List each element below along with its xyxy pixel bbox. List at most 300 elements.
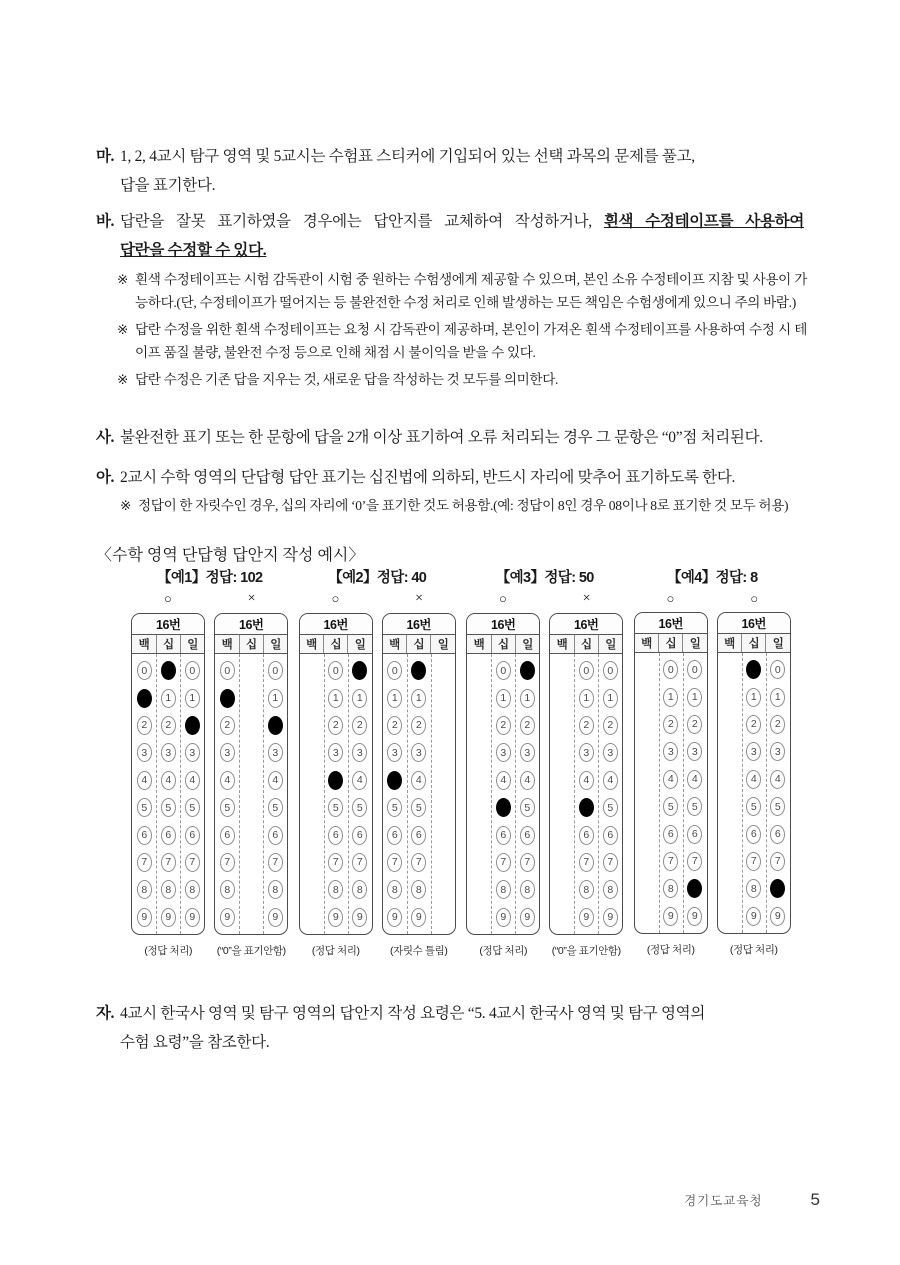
omr-bubble[interactable] [687, 879, 702, 898]
omr-bubble[interactable] [472, 880, 487, 899]
omr-bubble[interactable]: 8 [579, 880, 594, 899]
omr-bubble-row [300, 849, 372, 876]
omr-bubble[interactable]: 7 [352, 853, 367, 872]
omr-bubble[interactable]: 7 [185, 853, 200, 872]
omr-bubble[interactable]: 5 [185, 798, 200, 817]
omr-bubble[interactable] [472, 716, 487, 735]
omr-bubble[interactable]: 1 [328, 689, 343, 708]
omr-bubble[interactable] [244, 908, 259, 927]
omr-bubble-cell [156, 716, 180, 735]
omr-bubble[interactable]: 7 [663, 852, 678, 871]
omr-bubble-cell [407, 880, 431, 899]
omr-bubble[interactable]: 3 [496, 743, 511, 762]
omr-bubble[interactable]: 4 [161, 771, 176, 790]
omr-bubble[interactable]: 6 [352, 826, 367, 845]
omr-bubble[interactable]: 2 [352, 716, 367, 735]
omr-bubble[interactable]: 6 [663, 825, 678, 844]
omr-bubble[interactable]: 9 [520, 908, 535, 927]
omr-bubble[interactable] [304, 798, 319, 817]
omr-bubble[interactable]: 5 [411, 798, 426, 817]
omr-bubble[interactable] [472, 826, 487, 845]
omr-bubble[interactable]: 1 [161, 689, 176, 708]
omr-bubble[interactable]: 7 [161, 853, 176, 872]
omr-bubble[interactable]: 9 [185, 908, 200, 927]
omr-bubble[interactable] [722, 660, 737, 679]
omr-bubble[interactable]: 7 [603, 853, 618, 872]
omr-bubble[interactable]: 2 [687, 715, 702, 734]
omr-bubble[interactable]: 1 [352, 689, 367, 708]
omr-bubble[interactable]: 3 [603, 743, 618, 762]
omr-bubble[interactable] [304, 661, 319, 680]
omr-bubble-cell [515, 689, 539, 708]
omr-bubble[interactable]: 3 [411, 743, 426, 762]
omr-bubble[interactable] [435, 771, 450, 790]
omr-captions [294, 943, 462, 958]
omr-bubble[interactable]: 0 [603, 661, 618, 680]
omr-bubble-cell [491, 853, 515, 872]
omr-bubble[interactable]: 8 [137, 880, 152, 899]
omr-bubble[interactable] [304, 716, 319, 735]
omr-bubble-row [132, 767, 204, 794]
omr-bubble[interactable] [472, 908, 487, 927]
omr-bubble[interactable] [639, 825, 654, 844]
omr-bubble[interactable]: 0 [328, 661, 343, 680]
example-group-3 [461, 566, 629, 958]
omr-bubble-cell [550, 771, 574, 790]
omr-bubble[interactable] [472, 661, 487, 680]
omr-bubble[interactable] [244, 853, 259, 872]
omr-bubble[interactable]: 0 [268, 661, 283, 680]
omr-bubble[interactable]: 6 [328, 826, 343, 845]
omr-bubble[interactable]: 7 [387, 853, 402, 872]
omr-bubble[interactable]: 7 [411, 853, 426, 872]
omr-bubble[interactable]: 7 [220, 853, 235, 872]
omr-bubble[interactable]: 4 [268, 771, 283, 790]
omr-bubble[interactable] [639, 742, 654, 761]
omr-bubble[interactable] [555, 716, 570, 735]
omr-bubble-cell [132, 908, 156, 927]
omr-bubble[interactable]: 7 [770, 852, 785, 871]
omr-bubble[interactable]: 6 [770, 825, 785, 844]
omr-bubble[interactable] [268, 716, 283, 735]
omr-bubble[interactable]: 6 [746, 825, 761, 844]
omr-bubble[interactable] [722, 879, 737, 898]
omr-bubble[interactable]: 9 [663, 907, 678, 926]
omr-bubble[interactable]: 1 [579, 689, 594, 708]
omr-bubble[interactable] [555, 743, 570, 762]
omr-bubble[interactable] [722, 742, 737, 761]
omr-bubble[interactable] [746, 660, 761, 679]
omr-bubble[interactable]: 1 [520, 689, 535, 708]
omr-bubble[interactable]: 8 [161, 880, 176, 899]
omr-bubble[interactable]: 3 [579, 743, 594, 762]
omr-bubble[interactable]: 5 [220, 798, 235, 817]
omr-bubble-row [132, 657, 204, 684]
omr-bubble-cell [515, 798, 539, 817]
omr-bubble[interactable]: 8 [603, 880, 618, 899]
omr-bubble[interactable] [639, 879, 654, 898]
omr-bubble[interactable]: 1 [268, 689, 283, 708]
omr-bubble-cell [239, 771, 263, 790]
omr-bubble-cell [239, 743, 263, 762]
omr-bubble-row [635, 656, 707, 683]
omr-bubble[interactable]: 0 [185, 661, 200, 680]
omr-bubble-cell [683, 825, 707, 844]
omr-bubble-cell [215, 880, 239, 899]
omr-bubble[interactable]: 9 [687, 907, 702, 926]
omr-bubble[interactable]: 2 [603, 716, 618, 735]
omr-bubble-cell [718, 852, 742, 871]
omr-bubble[interactable]: 9 [770, 907, 785, 926]
omr-bubble[interactable] [555, 661, 570, 680]
omr-bubble[interactable]: 3 [746, 742, 761, 761]
omr-bubble[interactable] [579, 798, 594, 817]
omr-bubble-cell [239, 716, 263, 735]
omr-bubble[interactable]: 2 [220, 716, 235, 735]
omr-bubble[interactable]: 8 [352, 880, 367, 899]
omr-bubble[interactable]: 6 [603, 826, 618, 845]
omr-bubble[interactable]: 7 [746, 852, 761, 871]
omr-bubble[interactable] [639, 907, 654, 926]
omr-bubble[interactable]: 1 [663, 688, 678, 707]
clause-ah-note-text: 정답이 한 자릿수인 경우, 십의 자리에 ‘0’을 표기한 것도 허용함.(예: 정답이 8인 경우 08이나 8로 표기한 것 모두 허용) [138, 497, 789, 513]
omr-bubble-cell [766, 879, 790, 898]
omr-bubble[interactable]: 1 [387, 689, 402, 708]
example-label: 【예4】정답: 8 [666, 570, 758, 586]
omr-bubble-cell [718, 825, 742, 844]
omr-bubble-row [383, 657, 455, 684]
omr-bubble-cell [383, 689, 407, 708]
omr-bubble[interactable] [722, 715, 737, 734]
omr-bubble[interactable] [472, 771, 487, 790]
omr-bubble[interactable] [304, 689, 319, 708]
omr-bubble[interactable]: 5 [161, 798, 176, 817]
omr-bubble[interactable]: 4 [603, 771, 618, 790]
omr-bubble[interactable] [435, 689, 450, 708]
omr-bubble[interactable]: 1 [603, 689, 618, 708]
omr-bubble[interactable]: 7 [496, 853, 511, 872]
omr-bubble[interactable]: 5 [268, 798, 283, 817]
omr-bubble[interactable] [472, 689, 487, 708]
omr-bubble[interactable] [161, 661, 176, 680]
omr-bubble[interactable]: 9 [411, 908, 426, 927]
omr-bubble[interactable]: 2 [520, 716, 535, 735]
omr-bubble[interactable] [722, 825, 737, 844]
omr-bubble[interactable] [435, 853, 450, 872]
omr-bubble[interactable]: 3 [185, 743, 200, 762]
omr-bubble[interactable]: 4 [185, 771, 200, 790]
omr-bubble[interactable] [244, 743, 259, 762]
omr-bubble[interactable] [472, 853, 487, 872]
omr-bubble[interactable]: 5 [663, 797, 678, 816]
omr-bubble[interactable] [244, 771, 259, 790]
omr-bubble[interactable] [722, 907, 737, 926]
omr-bubble[interactable] [722, 770, 737, 789]
omr-bubble[interactable]: 8 [328, 880, 343, 899]
omr-bubble[interactable]: 6 [687, 825, 702, 844]
omr-bubble-cell [659, 879, 683, 898]
omr-bubble[interactable]: 2 [161, 716, 176, 735]
omr-bubble[interactable] [304, 880, 319, 899]
omr-bubble[interactable]: 3 [161, 743, 176, 762]
omr-bubble-cell [515, 771, 539, 790]
omr-bubble[interactable] [411, 661, 426, 680]
omr-bubble[interactable] [639, 715, 654, 734]
omr-bubble[interactable]: 3 [220, 743, 235, 762]
omr-bubble[interactable]: 5 [137, 798, 152, 817]
omr-bubble[interactable]: 3 [687, 742, 702, 761]
omr-bubble[interactable]: 5 [387, 798, 402, 817]
omr-bubble[interactable]: 7 [687, 852, 702, 871]
clause-ah-note-marker: ※ [120, 497, 132, 513]
omr-bubble[interactable] [244, 716, 259, 735]
omr-bubble[interactable] [137, 689, 152, 708]
omr-bubble[interactable]: 2 [770, 715, 785, 734]
omr-bubble[interactable]: 4 [579, 771, 594, 790]
omr-bubble[interactable]: 7 [520, 853, 535, 872]
omr-bubble[interactable]: 1 [746, 688, 761, 707]
omr-bubble[interactable]: 8 [746, 879, 761, 898]
omr-bubble[interactable]: 4 [746, 770, 761, 789]
omr-bubble-cell [766, 688, 790, 707]
omr-bubble[interactable] [304, 853, 319, 872]
omr-bubble[interactable]: 5 [352, 798, 367, 817]
omr-bubble[interactable]: 7 [328, 853, 343, 872]
omr-bubble[interactable]: 0 [137, 661, 152, 680]
omr-bubble-cell [766, 825, 790, 844]
omr-bubble[interactable]: 6 [579, 826, 594, 845]
omr-bubble[interactable]: 2 [663, 715, 678, 734]
omr-bubble[interactable]: 4 [137, 771, 152, 790]
omr-bubble[interactable] [639, 852, 654, 871]
omr-bubble[interactable]: 4 [496, 771, 511, 790]
omr-bubble[interactable]: 3 [663, 742, 678, 761]
omr-bubble[interactable]: 8 [663, 879, 678, 898]
omr-bubble-cell [324, 798, 348, 817]
omr-bubble[interactable] [555, 798, 570, 817]
omr-bubble[interactable] [520, 661, 535, 680]
omr-bubble[interactable]: 5 [328, 798, 343, 817]
omr-bubble-cell [300, 880, 324, 899]
omr-bubble[interactable]: 7 [268, 853, 283, 872]
omr-bubble[interactable] [387, 771, 402, 790]
omr-card [382, 613, 456, 935]
omr-bubble[interactable] [472, 798, 487, 817]
omr-bubble-cell [431, 880, 455, 899]
omr-bubble[interactable]: 9 [387, 908, 402, 927]
omr-bubble[interactable] [244, 798, 259, 817]
omr-bubble[interactable]: 3 [328, 743, 343, 762]
omr-bubble-cell [239, 661, 263, 680]
omr-bubble[interactable]: 4 [352, 771, 367, 790]
omr-bubble[interactable]: 9 [161, 908, 176, 927]
omr-bubble[interactable] [435, 743, 450, 762]
omr-bubble[interactable]: 4 [770, 770, 785, 789]
omr-bubble[interactable] [244, 689, 259, 708]
omr-bubble[interactable] [555, 826, 570, 845]
omr-bubble[interactable]: 2 [746, 715, 761, 734]
omr-bubble[interactable] [555, 771, 570, 790]
omr-bubble[interactable] [304, 743, 319, 762]
omr-bubble[interactable]: 8 [387, 880, 402, 899]
omr-bubble[interactable]: 9 [328, 908, 343, 927]
omr-bubble[interactable] [435, 826, 450, 845]
omr-bubble[interactable]: 9 [137, 908, 152, 927]
omr-bubble[interactable] [304, 826, 319, 845]
omr-bubble[interactable]: 8 [496, 880, 511, 899]
omr-bubble[interactable] [555, 853, 570, 872]
omr-bubble[interactable]: 6 [387, 826, 402, 845]
omr-bubble[interactable]: 6 [161, 826, 176, 845]
omr-bubble[interactable] [722, 797, 737, 816]
omr-bubble[interactable]: 6 [185, 826, 200, 845]
omr-bubble[interactable]: 8 [220, 880, 235, 899]
omr-bubble[interactable]: 7 [579, 853, 594, 872]
omr-bubble[interactable]: 3 [268, 743, 283, 762]
omr-bubble-grid [300, 654, 372, 934]
omr-bubble[interactable] [639, 770, 654, 789]
omr-bubble[interactable]: 6 [520, 826, 535, 845]
omr-bubble-row [718, 848, 790, 875]
omr-bubble-cell [550, 743, 574, 762]
omr-bubble[interactable]: 0 [496, 661, 511, 680]
omr-bubble[interactable]: 6 [268, 826, 283, 845]
omr-bubble[interactable] [555, 689, 570, 708]
omr-bubble[interactable] [435, 880, 450, 899]
omr-bubble[interactable]: 6 [411, 826, 426, 845]
omr-bubble-row [467, 684, 539, 711]
omr-bubble[interactable]: 9 [496, 908, 511, 927]
omr-bubble[interactable]: 7 [137, 853, 152, 872]
clause-sa-text: 불완전한 표기 또는 한 문항에 답을 2개 이상 표기하여 오류 처리되는 경우 그 문항은 “0”점 처리된다. [120, 429, 763, 446]
omr-bubble[interactable]: 8 [268, 880, 283, 899]
omr-bubble-cell [263, 771, 287, 790]
clause-ma [96, 143, 804, 200]
omr-bubble[interactable]: 4 [687, 770, 702, 789]
omr-bubble[interactable]: 5 [603, 798, 618, 817]
omr-bubble[interactable]: 2 [411, 716, 426, 735]
omr-bubble[interactable]: 0 [663, 660, 678, 679]
omr-bubble[interactable]: 2 [387, 716, 402, 735]
omr-bubble[interactable]: 3 [137, 743, 152, 762]
omr-bubble[interactable] [722, 852, 737, 871]
omr-bubble[interactable]: 1 [411, 689, 426, 708]
omr-bubble-cell [348, 880, 372, 899]
omr-bubble[interactable]: 9 [746, 907, 761, 926]
omr-bubble[interactable]: 2 [496, 716, 511, 735]
omr-bubble[interactable]: 9 [352, 908, 367, 927]
omr-bubble[interactable] [435, 798, 450, 817]
omr-bubble[interactable]: 4 [663, 770, 678, 789]
omr-bubble-cell [550, 661, 574, 680]
omr-bubble[interactable] [328, 771, 343, 790]
omr-bubble[interactable] [304, 771, 319, 790]
omr-bubble[interactable] [722, 688, 737, 707]
omr-bubble[interactable] [304, 908, 319, 927]
omr-bubble[interactable] [435, 661, 450, 680]
omr-bubble[interactable]: 6 [137, 826, 152, 845]
clause-ba-marker: 바. [96, 213, 114, 230]
omr-bubble[interactable]: 3 [352, 743, 367, 762]
omr-bubble[interactable] [555, 908, 570, 927]
omr-bubble[interactable]: 3 [387, 743, 402, 762]
omr-bubble[interactable]: 4 [520, 771, 535, 790]
omr-bubble[interactable]: 9 [603, 908, 618, 927]
omr-bubble[interactable] [639, 797, 654, 816]
omr-bubble-cell [156, 743, 180, 762]
omr-bubble[interactable] [244, 826, 259, 845]
omr-bubble[interactable]: 5 [770, 797, 785, 816]
omr-bubble[interactable] [496, 798, 511, 817]
omr-caption: (정답 처리) [479, 944, 528, 957]
omr-bubble[interactable] [555, 880, 570, 899]
omr-card-pair [294, 613, 462, 935]
omr-bubble[interactable]: 2 [137, 716, 152, 735]
omr-bubble[interactable]: 0 [687, 660, 702, 679]
omr-bubble[interactable]: 9 [220, 908, 235, 927]
omr-bubble[interactable]: 1 [770, 688, 785, 707]
omr-bubble[interactable] [435, 716, 450, 735]
omr-bubble[interactable] [435, 908, 450, 927]
omr-bubble[interactable]: 9 [579, 908, 594, 927]
omr-bubble[interactable] [244, 661, 259, 680]
omr-bubble[interactable] [472, 743, 487, 762]
omr-bubble-cell [407, 661, 431, 680]
omr-bubble[interactable] [220, 689, 235, 708]
omr-bubble[interactable]: 3 [520, 743, 535, 762]
omr-bubble[interactable] [770, 879, 785, 898]
omr-bubble[interactable] [352, 661, 367, 680]
omr-bubble[interactable]: 0 [579, 661, 594, 680]
omr-column-labels [718, 634, 790, 653]
omr-bubble[interactable]: 6 [220, 826, 235, 845]
omr-bubble[interactable]: 8 [520, 880, 535, 899]
omr-bubble-cell [718, 715, 742, 734]
omr-bubble[interactable]: 5 [746, 797, 761, 816]
omr-bubble[interactable]: 5 [687, 797, 702, 816]
omr-bubble-cell [766, 852, 790, 871]
omr-bubble[interactable]: 6 [496, 826, 511, 845]
note-2-text: 답란 수정을 위한 흰색 수정테이프는 요청 시 감독관이 제공하며, 본인이 가져온 흰색 수정테이프를 사용하여 수정 시 테이프 품질 불량, 불완전 수정 등으로 인해 채점 시 불이익을 받을 수 있다. [135, 321, 807, 361]
omr-bubble[interactable]: 9 [268, 908, 283, 927]
omr-bubble[interactable] [639, 660, 654, 679]
omr-bubble[interactable]: 8 [411, 880, 426, 899]
omr-bubble[interactable]: 1 [687, 688, 702, 707]
omr-bubble-row [718, 903, 790, 930]
omr-caption: (정답 처리) [311, 944, 360, 957]
omr-bubble-cell [383, 661, 407, 680]
omr-bubble-row [300, 794, 372, 821]
omr-bubble[interactable]: 2 [328, 716, 343, 735]
omr-bubble[interactable]: 1 [185, 689, 200, 708]
omr-bubble[interactable]: 1 [496, 689, 511, 708]
omr-bubble[interactable] [639, 688, 654, 707]
omr-bubble[interactable] [244, 880, 259, 899]
omr-bubble-cell [407, 689, 431, 708]
omr-bubble[interactable]: 4 [220, 771, 235, 790]
omr-bubble[interactable]: 3 [770, 742, 785, 761]
omr-bubble-cell [348, 661, 372, 680]
omr-bubble[interactable]: 4 [411, 771, 426, 790]
omr-bubble[interactable] [185, 716, 200, 735]
omr-bubble[interactable]: 8 [185, 880, 200, 899]
omr-bubble[interactable]: 0 [220, 661, 235, 680]
clause-ma-text [120, 143, 804, 200]
omr-bubble[interactable]: 5 [520, 798, 535, 817]
omr-bubble[interactable]: 0 [387, 661, 402, 680]
omr-bubble[interactable]: 2 [579, 716, 594, 735]
omr-bubble[interactable]: 0 [770, 660, 785, 679]
